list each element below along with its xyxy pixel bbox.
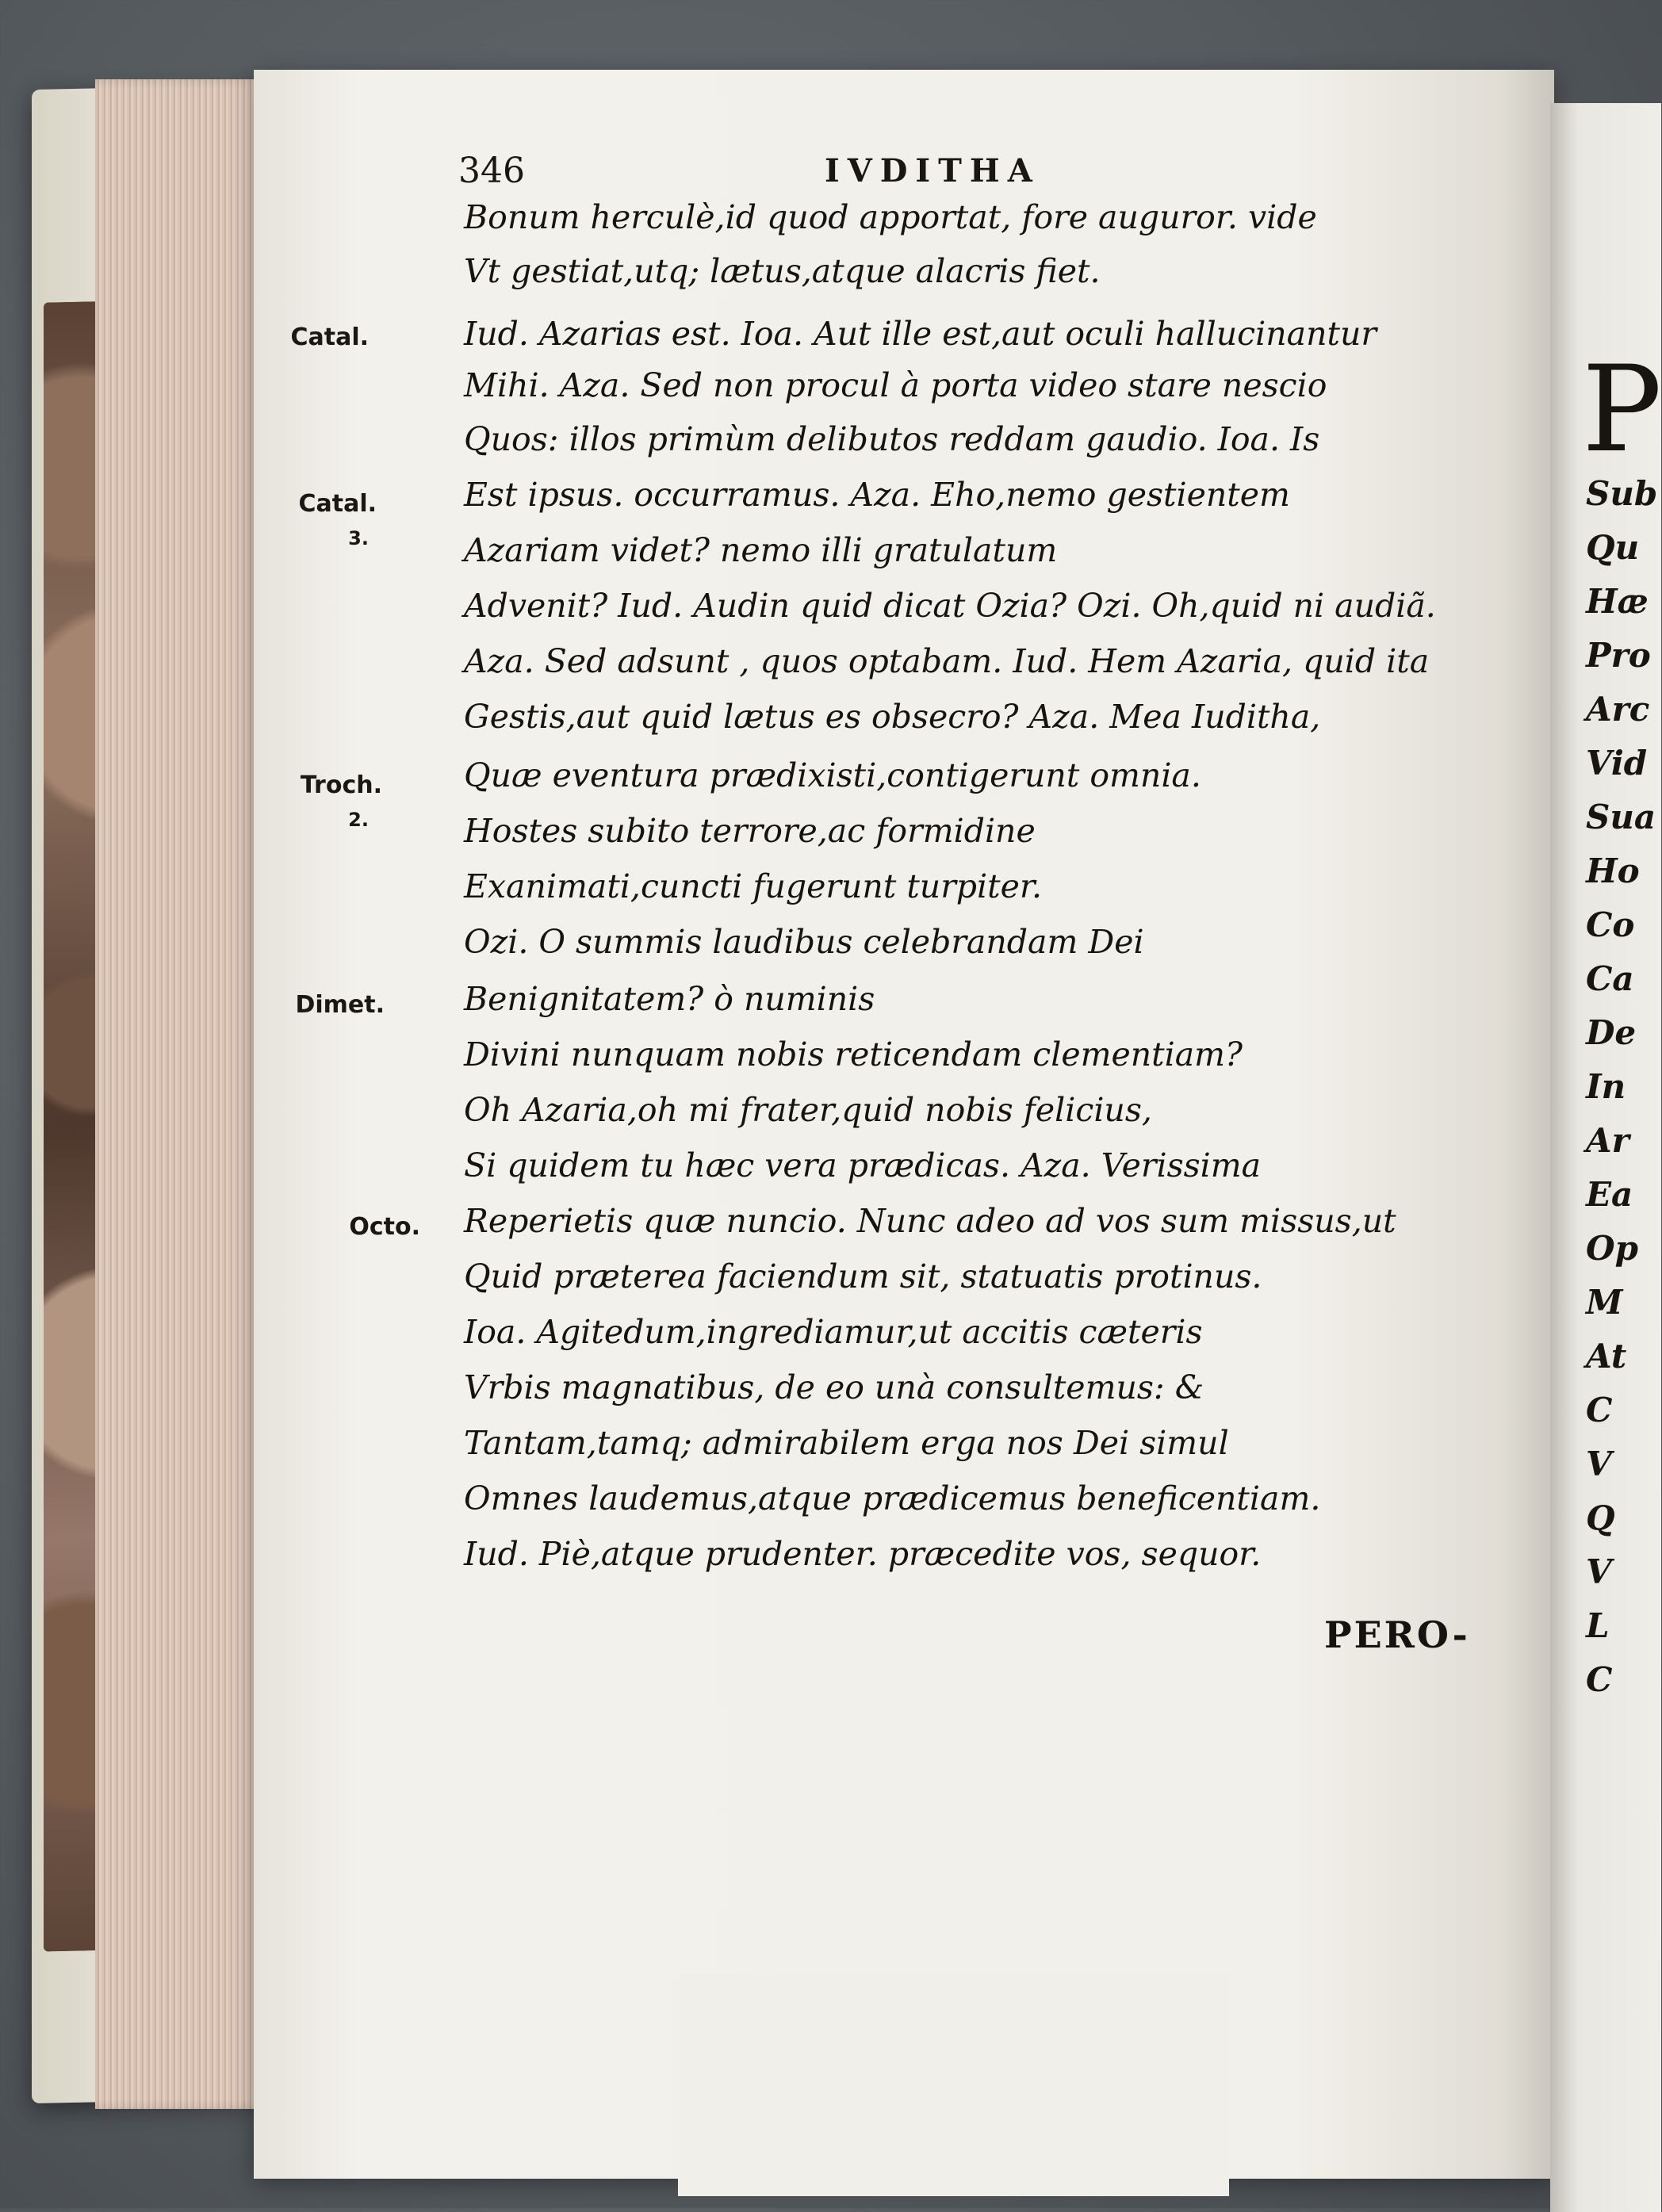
text-line: Reperietis quæ nuncio. Nunc adeo ad vos sum missus,ut bbox=[464, 1202, 1396, 1240]
text-line: Quos: illos primùm delibutos reddam gaudio. Ioa. Is bbox=[464, 420, 1320, 458]
margin-note: 2. bbox=[348, 809, 369, 831]
margin-note: Dimet. bbox=[295, 991, 385, 1019]
page-edges bbox=[95, 79, 266, 2109]
running-head: IVDITHA bbox=[825, 152, 1040, 189]
text-line: Mihi. Aza. Sed non procul à porta video stare nescio bbox=[464, 366, 1327, 404]
next-page-line-start: In bbox=[1586, 1067, 1626, 1106]
text-line: Quæ eventura prædixisti,contigerunt omnia. bbox=[464, 756, 1201, 794]
text-line: Advenit? Iud. Audin quid dicat Ozia? Ozi. Oh,quid ni audiã. bbox=[464, 587, 1436, 625]
next-page-line-start: Sua bbox=[1586, 798, 1656, 836]
text-line: Vrbis magnatibus, de eo unà consultemus: & bbox=[464, 1368, 1204, 1406]
next-page-line-start: Hæ bbox=[1586, 582, 1649, 621]
catchword: PERO- bbox=[1324, 1613, 1470, 1656]
next-page-line-start: At bbox=[1586, 1337, 1627, 1376]
next-page-line-start: Ea bbox=[1586, 1175, 1633, 1214]
margin-note: Catal. bbox=[290, 323, 369, 351]
text-line: Bonum herculè,id quod apportat, fore auguror. vide bbox=[464, 198, 1317, 236]
next-page-line-start: Q bbox=[1586, 1498, 1615, 1537]
next-page-line-start: V bbox=[1586, 1445, 1612, 1483]
text-line: Tantam,tamq; admirabilem erga nos Dei simul bbox=[464, 1424, 1229, 1462]
text-line: Iud. Azarias est. Ioa. Aut ille est,aut oculi hallucinantur bbox=[464, 315, 1377, 353]
next-page-line-start: De bbox=[1586, 1013, 1637, 1052]
page-number: 346 bbox=[458, 151, 525, 191]
margin-note: Troch. bbox=[300, 771, 382, 799]
next-page-line-start: C bbox=[1586, 1391, 1613, 1429]
text-line: Divini nunquam nobis reticendam clementiam? bbox=[464, 1035, 1243, 1073]
next-page-line-start: Co bbox=[1586, 905, 1635, 944]
text-line: Azariam videt? nemo illi gratulatum bbox=[464, 531, 1058, 569]
next-page-line-start: Pro bbox=[1586, 636, 1651, 675]
margin-note: 3. bbox=[348, 527, 369, 549]
next-page-line-start: Vid bbox=[1586, 744, 1648, 783]
margin-note: Octo. bbox=[349, 1213, 420, 1241]
text-line: Aza. Sed adsunt , quos optabam. Iud. Hem Azaria, quid ita bbox=[464, 642, 1430, 680]
paper-patch bbox=[678, 1974, 1229, 2196]
text-line: Vt gestiat,utq; lætus,atque alacris fiet. bbox=[464, 252, 1101, 290]
next-page-line-start: V bbox=[1586, 1552, 1612, 1591]
next-page-line-start: Sub bbox=[1586, 474, 1658, 513]
next-page-line-start: Ho bbox=[1586, 852, 1640, 890]
text-line: Gestis,aut quid lætus es obsecro? Aza. Mea Iuditha, bbox=[464, 698, 1321, 736]
drop-initial: P bbox=[1582, 341, 1662, 479]
text-line: Benignitatem? ò numinis bbox=[464, 980, 875, 1018]
next-page-line-start: C bbox=[1586, 1660, 1613, 1699]
next-page-line-start: Op bbox=[1586, 1229, 1638, 1268]
text-line: Oh Azaria,oh mi frater,quid nobis felicius, bbox=[464, 1091, 1152, 1129]
next-page-line-start: L bbox=[1586, 1606, 1610, 1645]
next-page-line-start: Qu bbox=[1586, 528, 1640, 567]
next-page-line-start: M bbox=[1586, 1283, 1623, 1322]
text-line: Iud. Piè,atque prudenter. præcedite vos, sequor. bbox=[464, 1535, 1262, 1573]
next-page-line-start: Ar bbox=[1586, 1121, 1629, 1160]
text-line: Est ipsus. occurramus. Aza. Eho,nemo gestientem bbox=[464, 476, 1290, 514]
text-line: Ioa. Agitedum,ingrediamur,ut accitis cæteris bbox=[464, 1313, 1203, 1351]
next-page-line-start: Ca bbox=[1586, 959, 1634, 998]
next-page-line-start: Arc bbox=[1586, 690, 1650, 729]
text-line: Exanimati,cuncti fugerunt turpiter. bbox=[464, 867, 1043, 905]
text-line: Hostes subito terrore,ac formidine bbox=[464, 812, 1036, 850]
text-line: Omnes laudemus,atque prædicemus beneficentiam. bbox=[464, 1479, 1321, 1517]
margin-note: Catal. bbox=[298, 490, 377, 518]
text-line: Ozi. O summis laudibus celebrandam Dei bbox=[464, 923, 1144, 961]
text-line: Si quidem tu hæc vera prædicas. Aza. Verissima bbox=[464, 1146, 1262, 1184]
text-line: Quid præterea faciendum sit, statuatis protinus. bbox=[464, 1257, 1262, 1295]
